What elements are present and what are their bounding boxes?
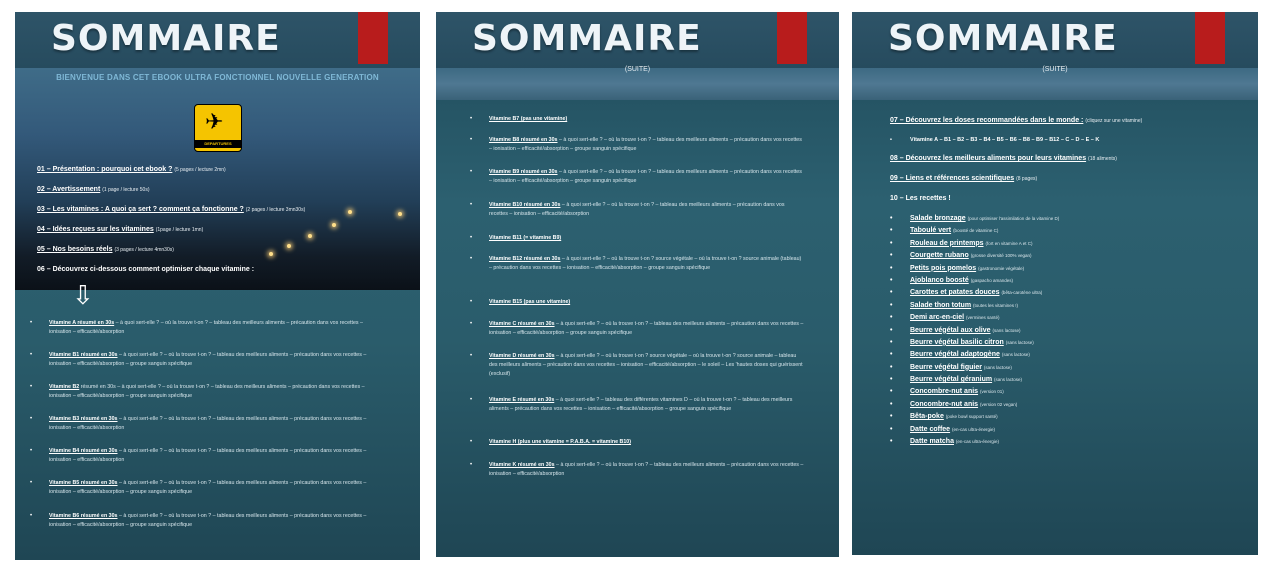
vitamin-entry[interactable]: • Vitamine B9 résumé en 30s – à quoi sert-elle ? – où la trouve t-on ? – tableau des meilleurs aliments – précaution dans vos recettes – ionisation – efficacité/absorption – groupe sanguin spécifique [470,169,802,184]
runway-light [308,234,312,238]
red-accent-bar [1195,12,1225,64]
page-subtitle: (SUITE) [1042,66,1068,73]
recipe-item[interactable]: • Beurre végétal figuier (sans lactose) [890,363,1012,371]
runway-light [348,210,352,214]
recipe-item[interactable]: • Rouleau de printemps (fort en vitamine A et C) [890,239,1033,247]
runway-light [287,244,291,248]
vitamin-entry[interactable]: • Vitamine B1 résumé en 30s – à quoi sert-elle ? – où la trouve t-on ? – tableau des meilleurs aliments – précaution dans vos recettes – ionisation – efficacité/absorption – groupe sanguin spécifique [30,352,367,367]
vitamin-entry[interactable]: • Vitamine B12 résumé en 30s – à quoi sert-elle ? – où la trouve t-on ? source végétale – où la trouve t-on ? source animale (tableau) – précaution dans vos recettes – ionisation – efficacité/absorption – groupe sanguin spécifique [470,256,802,271]
recipe-item[interactable]: • Carottes et patates douces (bêta-carotène ultra) [890,289,1043,297]
vitamin-entry[interactable]: • Vitamine B11 (= vitamine B9) [470,235,562,241]
toc-item-02[interactable]: 02 – Avertissement (1 page / lecture 50s) [37,186,150,193]
vitamin-links[interactable]: • Vitamine A – B1 – B2 – B3 – B4 – B5 – B6 – B8 – B9 – B12 – C – D – E – K [890,137,1100,143]
vitamin-entry[interactable]: • Vitamine K résumé en 30s – à quoi sert-elle ? – où la trouve t-on ? – tableau des meilleurs aliments – précaution dans vos recettes – ionisation – efficacité/absorption [470,462,804,477]
red-accent-bar [358,12,388,64]
page-title: SOMMAIRE [51,18,281,59]
page-title: SOMMAIRE [472,18,702,59]
recipe-item[interactable]: • Beurre végétal basilic citron (sans lactose) [890,338,1034,346]
page-subtitle: (SUITE) [624,66,651,73]
recipe-item[interactable]: • Concombre-nut anis (version 01) [890,388,1004,396]
recipe-item[interactable]: • Taboulé vert (boosté de vitamine C) [890,227,999,235]
vitamin-entry[interactable]: • Vitamine H (plus une vitamine = P.A.B.A. = vitamine B10) [470,439,631,445]
runway-light [332,223,336,227]
vitamin-entry[interactable]: • Vitamine B5 résumé en 30s – à quoi sert-elle ? – où la trouve t-on ? – tableau des meilleurs aliments – précaution dans vos recettes – ionisation – efficacité/absorption – groupe sanguin spécifique [30,480,367,495]
recipe-item[interactable]: • Beurre végétal aux olive (sans lactose) [890,326,1021,334]
page-1 [15,12,420,560]
page-2 [436,12,839,557]
toc-item-06: 06 – Découvrez ci-dessous comment optimiser chaque vitamine : [37,266,255,273]
section-08[interactable]: 08 – Découvrez les meilleurs aliments pour leurs vitamines (18 aliments) [890,155,1117,162]
section-07[interactable]: 07 – Découvrez les doses recommandées dans le monde : (cliquez sur une vitamine) [890,117,1143,124]
airplane-icon: ✈ [205,109,224,134]
vitamin-entry[interactable]: • Vitamine B2 résumé en 30s – à quoi sert-elle ? – où la trouve t-on ? – tableau des meilleurs aliments – précaution dans vos recettes – ionisation – efficacité/absorption – groupe sanguin spécifique [30,384,365,399]
section-10: 10 – Les recettes ! [890,195,951,202]
vitamin-entry[interactable]: • Vitamine B4 résumé en 30s – à quoi sert-elle ? – où la trouve t-on ? – tableau des meilleurs aliments – précaution dans vos recettes – ionisation – efficacité/absorption [30,448,367,463]
recipe-item[interactable]: • Petits pois pomelos (gastronomie végétale) [890,264,1025,272]
vitamin-entry[interactable]: • Vitamine C résumé en 30s – à quoi sert-elle ? – où la trouve t-on ? – tableau des meilleurs aliments – précaution dans vos recettes – ionisation – efficacité/absorption – groupe sanguin spécifique [470,321,804,336]
recipe-item[interactable]: • Datte matcha (en-cas ultra-énergie) [890,438,999,446]
recipe-list [890,215,1060,450]
runway-light [398,212,402,216]
down-arrow-icon: ⇩ [72,280,94,310]
vitamin-entry[interactable]: • Vitamine B15 (pas une vitamine) [470,299,571,305]
toc-item-03[interactable]: 03 – Les vitamines : A quoi ça sert ? comment ça fonctionne ? (2 pages / lecture 3mn30s) [37,206,306,213]
recipe-item[interactable]: • Concombre-nut anis (version 02 vegan) [890,400,1018,408]
toc-item-04[interactable]: 04 – Idées reçues sur les vitamines (1page / lecture 1mn) [37,226,204,233]
recipe-item[interactable]: • Beurre végétal adaptogène (sans lactose) [890,351,1030,359]
toc-item-01[interactable]: 01 – Présentation : pourquoi cet ebook ? (5 pages / lecture 2mn) [37,166,226,173]
recipe-item[interactable]: • Courgette rubano (grosse diversité 100% vegan) [890,252,1032,260]
recipe-item[interactable]: • Ajoblanco boosté (gaspacho amandes) [890,276,1013,284]
departures-sign [194,104,242,152]
welcome-text: BIENVENUE DANS CET EBOOK ULTRA FONCTIONNEL NOUVELLE GENERATION [56,73,379,82]
red-accent-bar [777,12,807,64]
vitamin-entry[interactable]: • Vitamine B3 résumé en 30s – à quoi sert-elle ? – où la trouve t-on ? – tableau des meilleurs aliments – précaution dans vos recettes – ionisation – efficacité/absorption [30,416,367,431]
vitamin-entry[interactable]: • Vitamine B10 résumé en 30s – à quoi sert-elle ? – où la trouve t-on ? – tableau des meilleurs aliments – précaution dans vos recettes – ionisation – efficacité/absorption [470,202,785,217]
vitamin-entry[interactable]: • Vitamine A résumé en 30s – à quoi sert-elle ? – où la trouve t-on ? – tableau des meilleurs aliments – précaution dans vos recettes – ionisation – efficacité/absorption [30,320,363,335]
recipe-item[interactable]: • Salade bronzage (pour optimiser l'assimilation de la vitamine D) [890,215,1060,222]
toc-item-05[interactable]: 05 – Nos besoins réels (3 pages / lecture 4mn30s) [37,246,174,253]
recipe-item[interactable]: • Datte coffee (en-cas ultra-énergie) [890,425,996,433]
recipe-item[interactable]: • Demi arc-en-ciel (vermines santé) [890,314,1000,322]
vitamin-entry[interactable]: • Vitamine B7 (pas une vitamine) [470,116,568,122]
runway-light [269,252,273,256]
section-09[interactable]: 09 – Liens et références scientifiques (8 pages) [890,175,1038,182]
recipe-item[interactable]: • Salade thon totum (toutes les vitamines !) [890,301,1019,309]
night-runway-background [15,68,420,290]
departures-label: DEPARTURES [195,140,241,148]
vitamin-entry[interactable]: • Vitamine B6 résumé en 30s – à quoi sert-elle ? – où la trouve t-on ? – tableau des meilleurs aliments – précaution dans vos recettes – ionisation – efficacité/absorption – groupe sanguin spécifique [30,513,367,528]
recipe-item[interactable]: • Beurre végétal géranium (sans lactose) [890,376,1023,384]
page-3 [852,12,1258,555]
vitamin-entry[interactable]: • Vitamine D résumé en 30s – à quoi sert-elle ? – où la trouve t-on ? source végétale – où la trouve t-on ? source animale – tableau des meilleurs aliments – précaution dans vos recettes – ionisation – efficacité/absorption – le soleil – Les 'hautes doses qui guérissent (exclusif) [470,353,803,377]
recipe-item[interactable]: • Bêta-poke (poke bowl support santé) [890,413,998,421]
page-title: SOMMAIRE [888,18,1118,59]
vitamin-entry[interactable]: • Vitamine B8 résumé en 30s – à quoi sert-elle ? – où la trouve t-on ? – tableau des meilleurs aliments – précaution dans vos recettes – ionisation – efficacité/absorption – groupe sanguin spécifique [470,137,802,152]
vitamin-entry[interactable]: • Vitamine E résumé en 30s – à quoi sert-elle ? – tableau des différentes vitamines D – où la trouve t-on ? – tableau des meilleurs aliments – précaution dans vos recettes – ionisation – efficacité/absorption – groupe sanguin spécifique [470,397,793,412]
